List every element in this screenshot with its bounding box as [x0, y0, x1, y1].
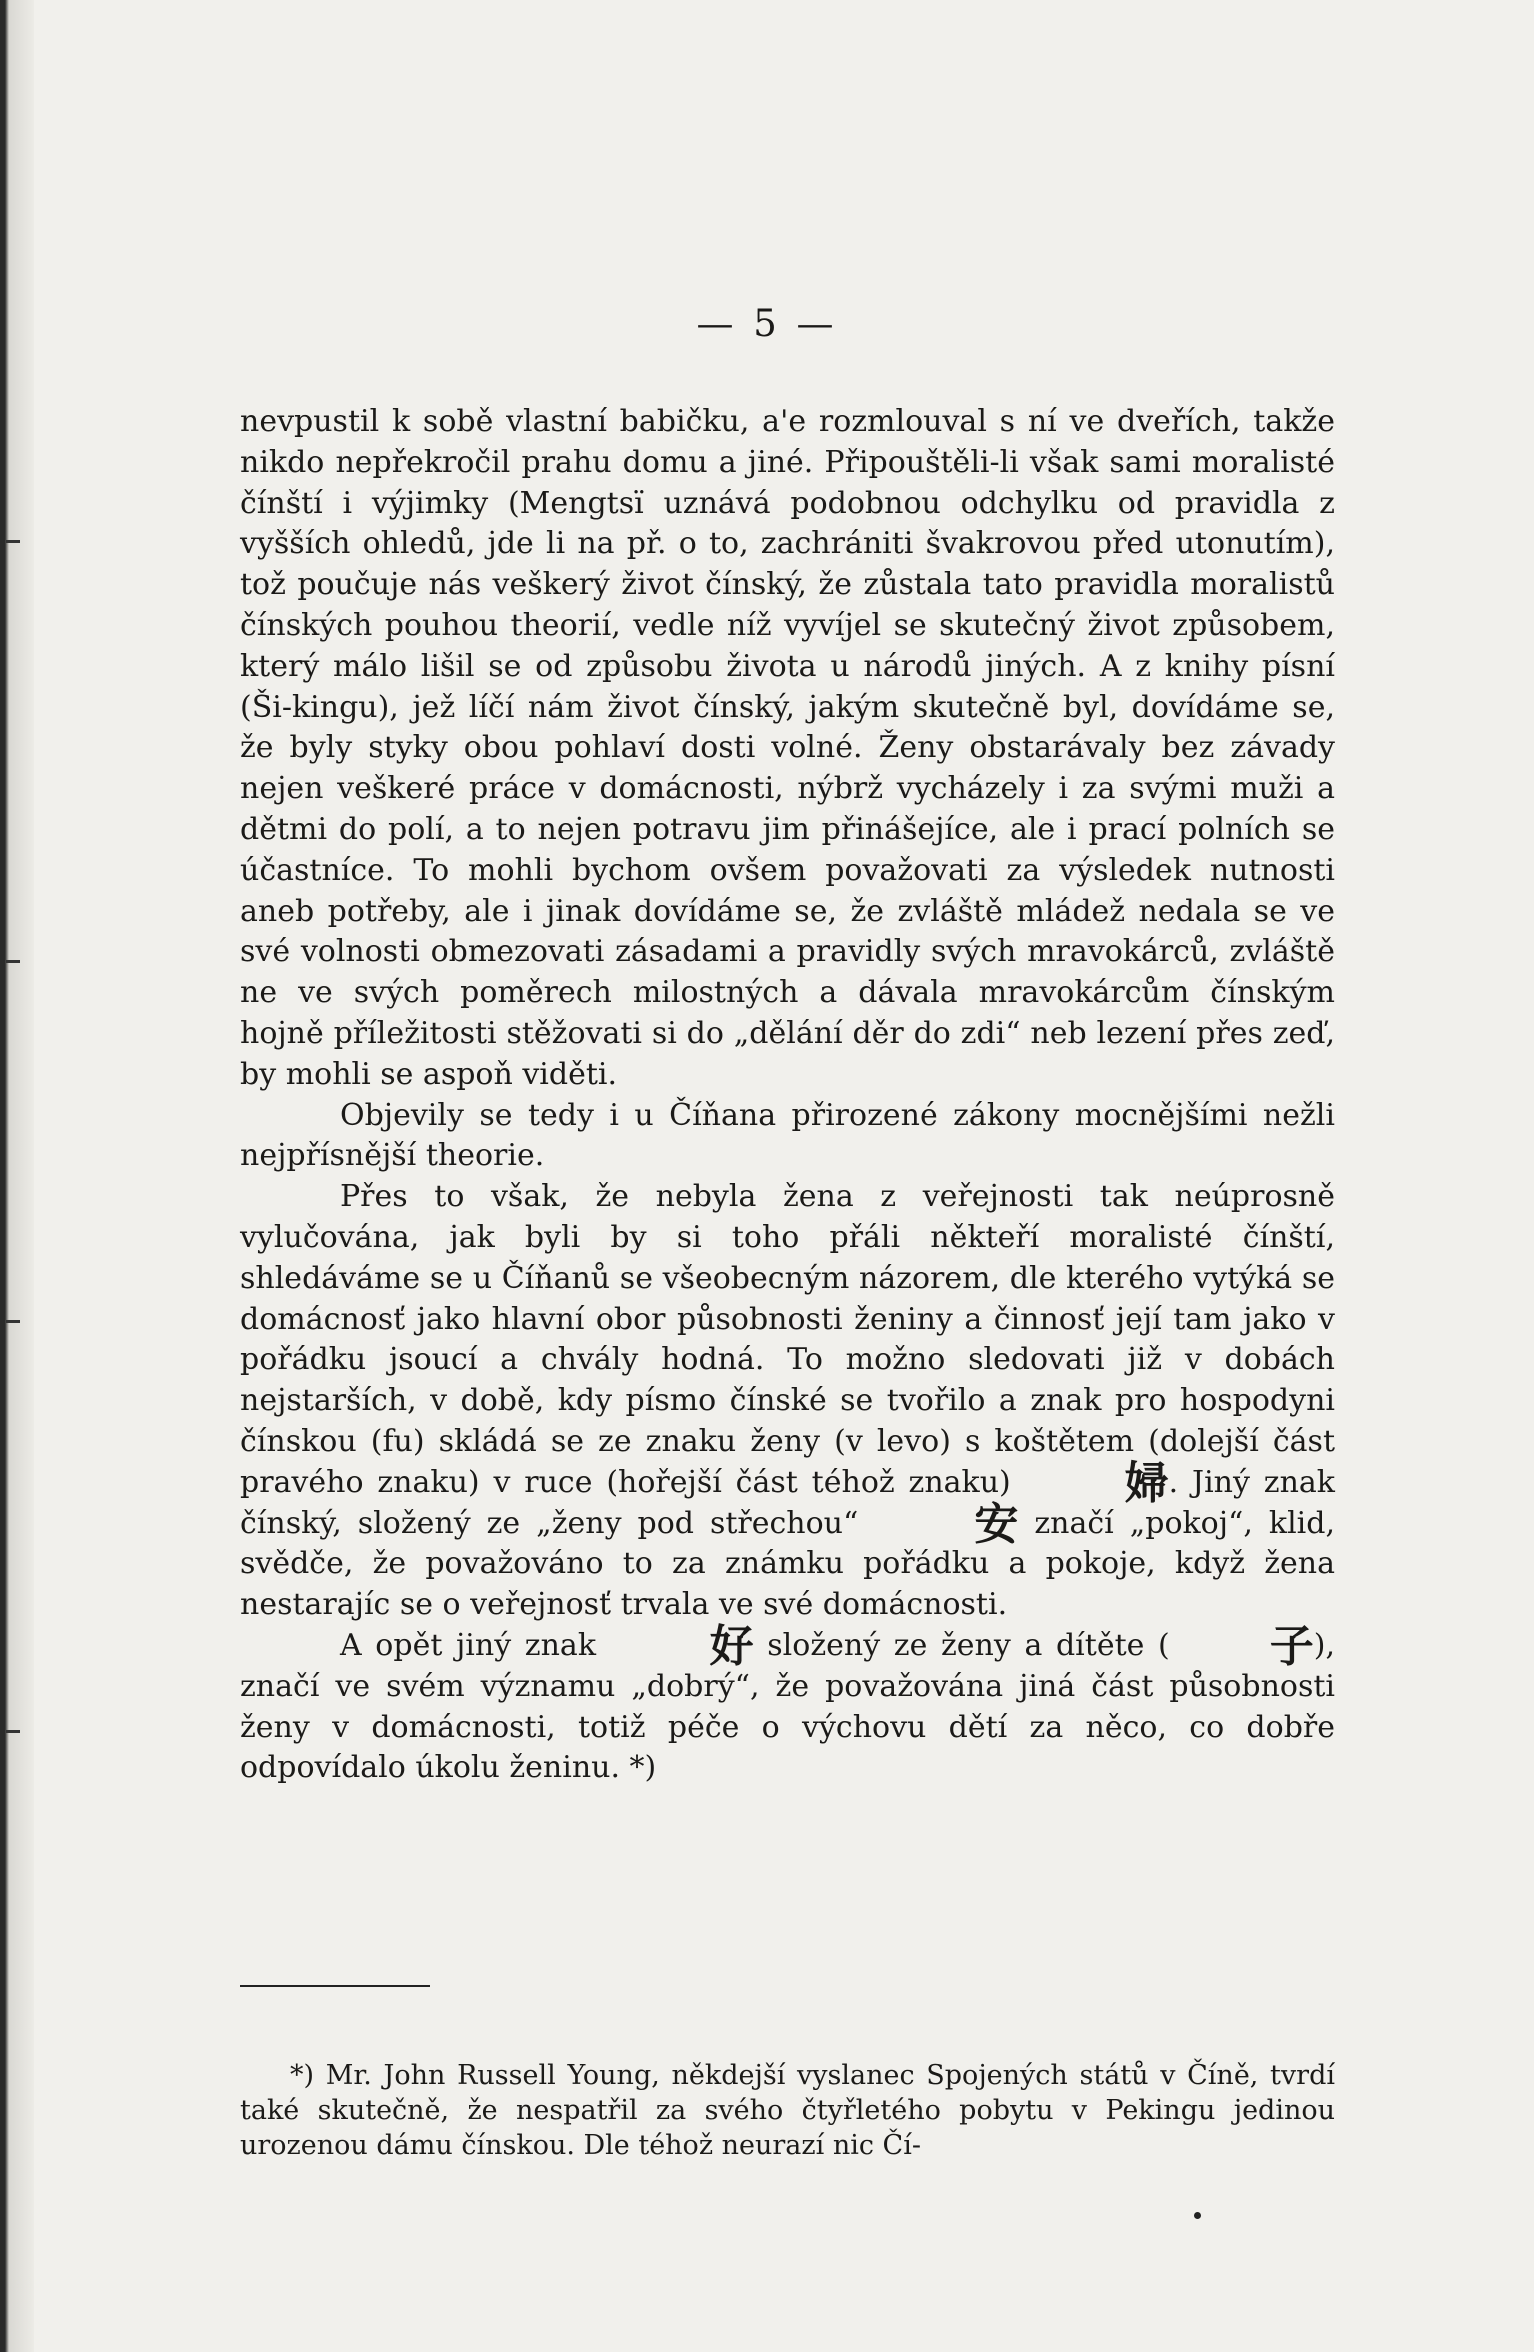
edge-mark — [6, 1320, 20, 1323]
paragraph-4-text-1: A opět jiný znak — [340, 1627, 596, 1663]
paper-speck — [1194, 2212, 1201, 2219]
paragraph-3-text-3: značí „pokoj“, klid, svědče, že považováno to za známku pořádku a pokoje, když žena nestarajíc se o veřejnosť trvala ve své domácnosti. — [240, 1505, 1335, 1623]
chinese-glyph-an: 安 — [974, 1498, 1019, 1550]
footnote: *) Mr. John Russell Young, někdejší vyslanec Spojených států v Číně, tvrdí také skutečně, že nespatřil za svého čtyřletého pobytu v Pekingu jedinou urozenou dámu čínskou. Dle téhož neurazí nic Čí- — [240, 2060, 1335, 2161]
paragraph-2: Objevily se tedy i u Číňana přirozené zákony mocnějšími nežli nejpřísnější theorie. — [240, 1097, 1335, 1174]
edge-mark — [6, 960, 20, 963]
edge-mark — [6, 1730, 20, 1733]
chinese-glyph-fu: 婦 — [1124, 1457, 1169, 1509]
paragraph-3-text-2: . Jiný znak čínský, složený ze „ženy pod střechou“ — [240, 1464, 1335, 1541]
paragraph-4-text-2: složený ze ženy a dítěte ( — [767, 1627, 1170, 1663]
paragraph-1: nevpustil k sobě vlastní babičku, a'e rozmlouval s ní ve dveřích, takže nikdo nepřekročil prahu domu a jiné. Připouštěli-li však sami moralisté čínští i výjimky (Mengtsï uznává podobnou odchylku od pravidla z vyšších ohledů, jde li na př. o to, zachrániti švakrovou před utonutím), tož poučuje nás veškerý život čínský, že zůstala tato pravidla moralistů čínských pouhou theorií, vedle níž vyvíjel se skutečný život způsobem, který málo lišil se od způsobu života u národů jiných. A z knihy písní (Ši-kingu), jež líčí nám život čínský, jakým skutečně byl, dovídáme se, že byly styky obou pohlaví dosti volné. Ženy obstarávaly bez závady nejen veškeré práce v domácnosti, nýbrž vycházely i za svými muži a dětmi do polí, a to nejen potravu jim přinášejíce, ale i prací polních se účastníce. To mohli bychom ovšem považovati za výsledek nutnosti aneb potřeby, ale i jinak dovídáme se, že zvláště mládež nedala se ve své volnosti obmezovati zásadami a pravidly svých mravokárců, zvláště ne ve svých poměrech milostných a dávala mravokárcům čínským hojně příležitosti stěžovati si do „dělání děr do zdi“ neb lezení přes zeď, by mohli se aspoň viděti. — [240, 404, 1335, 1092]
page-binding-edge — [0, 0, 34, 2352]
chinese-glyph-hao: 好 — [709, 1620, 754, 1672]
paragraph-4 — [240, 1620, 1335, 1789]
footnote-divider — [240, 1985, 430, 1987]
chinese-glyph-zi: 子 — [1269, 1620, 1314, 1672]
paragraph-4-text-3: ), značí ve svém významu „dobrý“, že považována jiná část působnosti ženy v domácnosti, totiž péče o výchovu dětí za něco, co dobře odpovídalo úkolu ženinu. *) — [240, 1627, 1335, 1786]
page-number: — 5 — — [696, 302, 838, 345]
paragraph-3 — [240, 1177, 1335, 1626]
paragraph-3-text-1: Přes to však, že nebyla žena z veřejnosti tak neúprosně vylučována, jak byli by si toho přáli někteří moralisté čínští, shledáváme se u Číňanů se všeobecným názorem, dle kterého vytýká se domácnosť jako hlavní obor působnosti ženiny a činnosť její tam jako v pořádku jsoucí a chvály hodná. To možno sledovati již v dobách nejstarších, v době, kdy písmo čínské se tvořilo a znak pro hospodyni čínskou (fu) skládá se ze znaku ženy (v levo) s koštětem (dolejší část pravého znaku) v ruce (hořejší část téhož znaku) — [240, 1179, 1335, 1500]
body-text — [240, 402, 1335, 1789]
edge-mark — [6, 540, 20, 543]
